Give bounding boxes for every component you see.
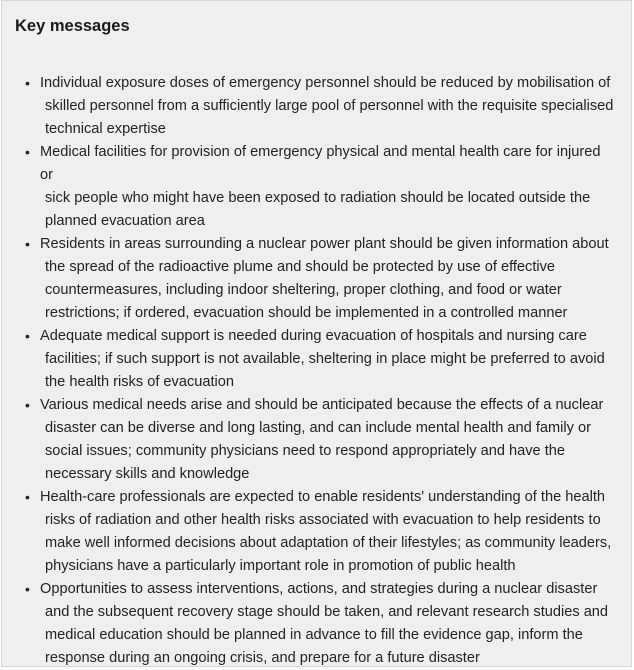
list-item-continuation: risks of radiation and other health risks associated with evacuation to help residents to make well informed decisions about adaptation of their lifestyles; as community leaders, physicians have a particularly important role in promotion of public health xyxy=(45,512,612,574)
list-item xyxy=(15,394,617,486)
list-item-continuation: sick people who might have been exposed to radiation should be located outside the planned evacuation area xyxy=(45,190,591,229)
list-item-continuation: and the subsequent recovery stage should be taken, and relevant research studies and medical education should be planned in advance to fill the evidence gap, inform the response during an ongoing crisis, and prepare for a future disaster xyxy=(45,604,609,666)
key-messages-heading: Key messages xyxy=(15,17,130,35)
list-item xyxy=(15,141,617,233)
list-item xyxy=(15,233,617,325)
list-item-continuation: the spread of the radioactive plume and should be protected by use of effective countermeasures, including indoor sheltering, proper clothing, and food or water restrictions; if ordered, evacuation should be implemented in a controlled manner xyxy=(45,259,568,321)
list-item-first-line: Residents in areas surrounding a nuclear power plant should be given information about xyxy=(40,236,609,252)
list-item-first-line: Various medical needs arise and should be anticipated because the effects of a nuclear xyxy=(40,397,604,413)
list-item-continuation: skilled personnel from a sufficiently large pool of personnel with the requisite specialised technical expertise xyxy=(45,98,614,137)
bullet-icon: • xyxy=(25,328,30,344)
bullet-icon: • xyxy=(25,236,30,252)
list-item-first-line: Adequate medical support is needed during evacuation of hospitals and nursing care xyxy=(40,328,587,344)
list-item xyxy=(15,72,617,141)
list-item-continuation: disaster can be diverse and long lasting, and can include mental health and family or social issues; community physicians need to respond appropriately and have the necessary skills and knowledge xyxy=(45,420,591,482)
bullet-icon: • xyxy=(25,144,30,160)
list-item xyxy=(15,486,617,578)
bullet-icon: • xyxy=(25,75,30,91)
list-item-first-line: Health-care professionals are expected to enable residents' understanding of the health xyxy=(40,489,606,505)
bullet-icon: • xyxy=(25,581,30,597)
list-item xyxy=(15,578,617,670)
list-item-first-line: Medical facilities for provision of emergency physical and mental health care for injured or xyxy=(40,144,601,183)
bullet-icon: • xyxy=(25,397,30,413)
list-item-continuation: facilities; if such support is not available, sheltering in place might be preferred to avoid the health risks of evacuation xyxy=(45,351,605,390)
list-item-first-line: Individual exposure doses of emergency personnel should be reduced by mobilisation of xyxy=(40,75,611,91)
list-item xyxy=(15,325,617,394)
list-item-first-line: Opportunities to assess interventions, actions, and strategies during a nuclear disaster xyxy=(40,581,598,597)
key-messages-box xyxy=(1,0,632,667)
bullet-icon: • xyxy=(25,489,30,505)
key-messages-list xyxy=(15,72,617,670)
